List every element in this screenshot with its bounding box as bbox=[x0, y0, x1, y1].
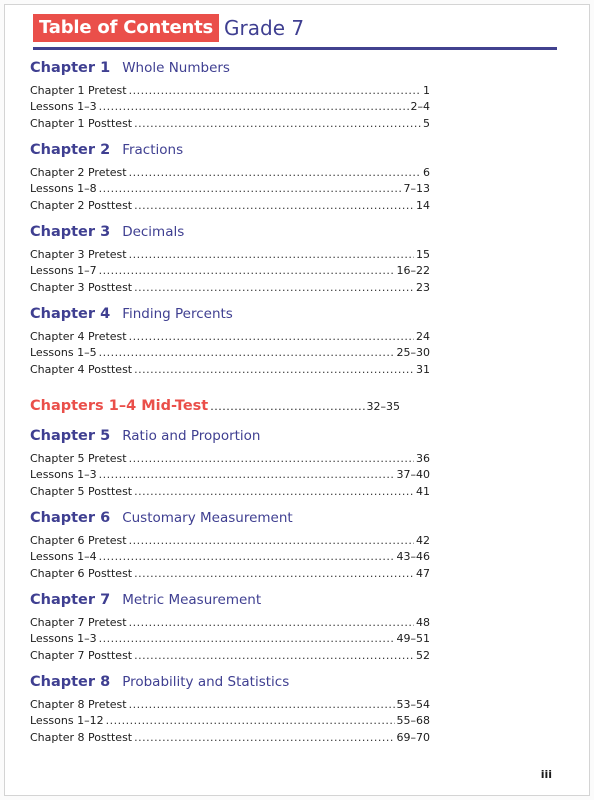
midtest-label: Chapters 1–4 Mid-Test bbox=[30, 398, 209, 414]
chapter-title: Whole Numbers bbox=[122, 60, 230, 76]
toc-entry bbox=[30, 117, 430, 133]
toc-entry bbox=[30, 281, 430, 297]
dot-leader bbox=[134, 649, 414, 662]
toc-entry bbox=[30, 649, 430, 665]
dot-leader bbox=[99, 346, 395, 359]
toc-entry bbox=[30, 468, 430, 484]
dot-leader bbox=[99, 182, 402, 195]
entry-label: Chapter 3 Pretest bbox=[30, 248, 127, 261]
entry-label: Chapter 4 Posttest bbox=[30, 362, 133, 376]
entry-label: Lessons 1–7 bbox=[30, 264, 97, 278]
chapter-heading bbox=[30, 142, 430, 166]
entry-page: 7–13 bbox=[403, 182, 430, 196]
entry-page: 14 bbox=[416, 198, 430, 212]
toc-entry bbox=[30, 698, 430, 714]
entry-page: 16–22 bbox=[396, 264, 430, 278]
dot-leader bbox=[129, 248, 414, 261]
entry-page: 31 bbox=[416, 362, 430, 376]
chapter-title: Customary Measurement bbox=[122, 510, 293, 526]
entry-label: Chapter 1 Pretest bbox=[30, 84, 127, 97]
entry-label: Chapter 5 Pretest bbox=[30, 452, 127, 465]
entry-page: 43–46 bbox=[396, 550, 430, 564]
chapter-label: Chapter 6 bbox=[30, 510, 111, 526]
toc-entry bbox=[30, 550, 430, 566]
entry-label: Chapter 7 Pretest bbox=[30, 616, 127, 629]
dot-leader bbox=[129, 534, 414, 547]
chapter-section-6 bbox=[30, 510, 430, 583]
chapter-label: Chapter 4 bbox=[30, 306, 111, 322]
entry-label: Lessons 1–12 bbox=[30, 714, 104, 728]
toc-entry bbox=[30, 166, 430, 182]
dot-leader bbox=[129, 452, 414, 465]
entry-label: Lessons 1–3 bbox=[30, 468, 97, 482]
entry-page: 69–70 bbox=[396, 730, 430, 744]
chapter-label: Chapter 3 bbox=[30, 224, 111, 240]
dot-leader bbox=[99, 100, 409, 113]
entry-label: Chapter 8 Pretest bbox=[30, 698, 127, 711]
chapter-section-3 bbox=[30, 224, 430, 297]
chapter-title: Fractions bbox=[122, 142, 184, 158]
entry-label: Chapter 1 Posttest bbox=[30, 116, 133, 130]
entry-label: Lessons 1–5 bbox=[30, 346, 97, 360]
entry-page: 41 bbox=[416, 484, 430, 498]
entry-page: 23 bbox=[416, 280, 430, 294]
toc-entry bbox=[30, 714, 430, 730]
toc-entry bbox=[30, 616, 430, 632]
dot-leader bbox=[134, 485, 414, 498]
page-number: iii bbox=[540, 768, 552, 781]
entry-page: 1 bbox=[423, 84, 430, 97]
entry-label: Chapter 6 Posttest bbox=[30, 566, 133, 580]
toc-entry bbox=[30, 363, 430, 379]
entry-label: Chapter 3 Posttest bbox=[30, 280, 133, 294]
toc-entry bbox=[30, 632, 430, 648]
chapter-heading bbox=[30, 674, 430, 698]
chapter-section-5 bbox=[30, 428, 430, 501]
entry-page: 52 bbox=[416, 648, 430, 662]
chapter-section-2 bbox=[30, 142, 430, 215]
dot-leader bbox=[99, 632, 395, 645]
entry-page: 36 bbox=[416, 452, 430, 465]
dot-leader bbox=[210, 400, 364, 413]
entry-page: 48 bbox=[416, 616, 430, 629]
entry-label: Chapter 2 Pretest bbox=[30, 166, 127, 179]
toc-entry bbox=[30, 346, 430, 362]
dot-leader bbox=[134, 281, 414, 294]
midtest-page: 32–35 bbox=[366, 400, 400, 413]
chapter-heading bbox=[30, 60, 430, 84]
entry-page: 42 bbox=[416, 534, 430, 547]
entry-page: 25–30 bbox=[396, 346, 430, 360]
chapter-title: Decimals bbox=[122, 224, 185, 240]
toc-entry bbox=[30, 248, 430, 264]
entry-page: 55–68 bbox=[396, 714, 430, 728]
toc-entry bbox=[30, 100, 430, 116]
entry-label: Chapter 6 Pretest bbox=[30, 534, 127, 547]
page-header bbox=[33, 14, 304, 42]
entry-page: 37–40 bbox=[396, 468, 430, 482]
grade-label: Grade 7 bbox=[224, 16, 305, 40]
toc-entry bbox=[30, 567, 430, 583]
chapter-title: Ratio and Proportion bbox=[122, 428, 261, 444]
dot-leader bbox=[134, 117, 421, 130]
dot-leader bbox=[106, 714, 395, 727]
entry-page: 2–4 bbox=[410, 100, 430, 114]
dot-leader bbox=[99, 550, 395, 563]
midtest-entry bbox=[30, 398, 400, 414]
chapter-heading bbox=[30, 428, 430, 452]
entry-page: 49–51 bbox=[396, 632, 430, 646]
chapter-heading bbox=[30, 306, 430, 330]
dot-leader bbox=[99, 468, 395, 481]
entry-page: 15 bbox=[416, 248, 430, 261]
dot-leader bbox=[129, 84, 421, 97]
entry-page: 5 bbox=[423, 116, 430, 130]
chapter-section-1 bbox=[30, 60, 430, 133]
toc-title-badge: Table of Contents bbox=[33, 14, 219, 42]
entry-label: Chapter 8 Posttest bbox=[30, 730, 133, 744]
toc-entry bbox=[30, 182, 430, 198]
dot-leader bbox=[134, 567, 414, 580]
chapter-title: Probability and Statistics bbox=[122, 674, 290, 690]
toc-entry bbox=[30, 534, 430, 550]
toc-entry bbox=[30, 199, 430, 215]
entry-label: Chapter 7 Posttest bbox=[30, 648, 133, 662]
dot-leader bbox=[129, 616, 414, 629]
toc-entry bbox=[30, 731, 430, 747]
chapter-heading bbox=[30, 224, 430, 248]
toc-entry bbox=[30, 485, 430, 501]
entry-label: Lessons 1–3 bbox=[30, 632, 97, 646]
toc-entry bbox=[30, 264, 430, 280]
chapter-heading bbox=[30, 592, 430, 616]
toc-entry bbox=[30, 84, 430, 100]
toc-entry bbox=[30, 452, 430, 468]
chapter-section-7 bbox=[30, 592, 430, 665]
dot-leader bbox=[134, 363, 414, 376]
entry-page: 53–54 bbox=[396, 698, 430, 711]
dot-leader bbox=[129, 166, 421, 179]
entry-page: 6 bbox=[423, 166, 430, 179]
entry-label: Chapter 4 Pretest bbox=[30, 330, 127, 343]
entry-label: Chapter 2 Posttest bbox=[30, 198, 133, 212]
header-divider bbox=[33, 47, 557, 50]
dot-leader bbox=[134, 731, 394, 744]
dot-leader bbox=[129, 330, 414, 343]
dot-leader bbox=[129, 698, 395, 711]
chapter-title: Finding Percents bbox=[122, 306, 233, 322]
chapter-section-4 bbox=[30, 306, 430, 379]
chapter-section-8 bbox=[30, 674, 430, 747]
entry-label: Chapter 5 Posttest bbox=[30, 484, 133, 498]
entry-label: Lessons 1–8 bbox=[30, 182, 97, 196]
chapter-label: Chapter 8 bbox=[30, 674, 111, 690]
chapter-label: Chapter 1 bbox=[30, 60, 111, 76]
dot-leader bbox=[134, 199, 414, 212]
chapter-label: Chapter 5 bbox=[30, 428, 111, 444]
chapter-title: Metric Measurement bbox=[122, 592, 262, 608]
toc-entry bbox=[30, 330, 430, 346]
dot-leader bbox=[99, 264, 395, 277]
entry-label: Lessons 1–4 bbox=[30, 550, 97, 564]
chapter-heading bbox=[30, 510, 430, 534]
chapter-label: Chapter 7 bbox=[30, 592, 111, 608]
entry-page: 47 bbox=[416, 566, 430, 580]
entry-label: Lessons 1–3 bbox=[30, 100, 97, 114]
chapter-label: Chapter 2 bbox=[30, 142, 111, 158]
entry-page: 24 bbox=[416, 330, 430, 343]
